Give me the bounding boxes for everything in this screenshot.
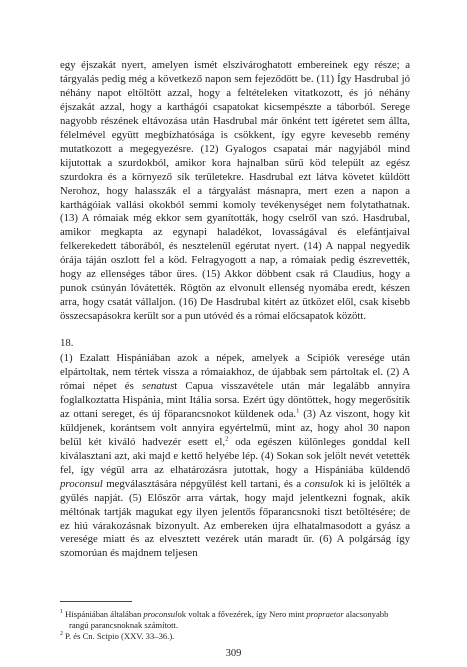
section-number: 18. (60, 337, 74, 350)
paragraph-text: oda egészen különleges gonddal kell kiválasztani azt, aki majd e kettő helyébe lép. (4) Sokan sok jelölt nevét vetették fel, így végül arra az elhatározásra jutottak, hogy a Hispániába küldendő (60, 435, 410, 476)
italic-term: senatus (141, 379, 175, 392)
footnote-text: Hispániában általában (63, 609, 144, 619)
footnote (60, 631, 410, 642)
footnote-text: ok voltak a fővezérek, így Nero mint (177, 609, 307, 619)
paragraph-text: (3) Az viszont, hogy kit küldjenek, korántsem volt annyira egyértelmű, mint az, hogy ahol 30 napon belül két kiváló hadvezér esett el, (60, 407, 410, 448)
footnote-divider (60, 601, 132, 602)
footnote-ref[interactable]: 2 (225, 435, 229, 443)
paragraph-section-18 (60, 352, 410, 561)
italic-term: consul (304, 477, 333, 490)
page-number: 309 (225, 648, 242, 659)
footnote-number: 2 (60, 631, 63, 638)
paragraph-continuation (60, 59, 410, 324)
italic-term: propraetor (306, 609, 344, 619)
main-text (60, 59, 410, 561)
footnote-text: alacsonyabb rangú parancsnoknak számított. (69, 609, 389, 631)
footnote (60, 609, 410, 631)
paragraph-text: egy éjszakát nyert, amelyen ismét elszivároghatott embereinek egy része; a tárgyalás pedig még a következő napon sem fejeződött be. (11) Így Hasdrubal jó néhány napot eltöltött azzal, hogy a feltételeken vitatkozott, és jó néhány éjszakát azzal, hogy a karthágói csapatokat kicsempészte a táborból. Serege nagyobb részének eltávozása után Hasdrubal már önként tett ígéretet sem állta, félelmével együtt megbízhatósága is csökkent, így egyre kevesebb remény mutatkozott a megegyezésre. (12) Gyalogos csapatai már nagyjából mind kijutottak a szurdokból, amikor kora hajnalban sűrű köd települt az egész szurdokra és a környező sík területekre. Hasdrubal ezt látva követet küldött Nerohoz, hogy halasszák el a tárgyalást másnapra, mert ezen a napon a karthágóiak vallási okokból semmi komoly tevékenységet nem folytathatnak. (13) A rómaiak még ekkor sem gyanították, hogy csel (60, 59, 410, 225)
footnote-text: P. és Cn. Scipio (XXV. 33–36.). (63, 631, 175, 642)
paragraph-text: (1) Ezalatt Hispániában azok a népek, amelyek a Scipiók veresége után elpártoltak, nem tértek vissza a rómaiakhoz, de újabbak sem pártoltak el. (2) A római népet és (60, 352, 410, 392)
footnotes (60, 609, 410, 642)
footnote-ref[interactable]: 1 (296, 407, 300, 415)
paragraph-text: ok ki is jelölték a gyűlés napját. (5) Először arra vártak, hogy majd jelentkezni fognak, akik méltónak tartják magukat egy ilyen jelentős főparancsnoki tiszt betöltésére; de ez hiú várakozásnak bizonyult. Az embereken újra elhatalmasodott a gyász a veresége miatt és az elvesztett vezérek után maradt űr. (6) A polgárság így szomorúan és majdnem teljesen (60, 477, 410, 560)
paragraph-text: t Capua visszavétele után már legalább annyira foglalkoztatta Hispánia, mint Itália sorsa. Ezért úgy döntöttek, hogy megerősítik az ottani sereget, és új főparancsnokot küldenek oda. (60, 379, 410, 420)
italic-term: proconsul (60, 477, 103, 490)
footnote-number: 1 (60, 609, 63, 616)
italic-term: proconsul (143, 609, 178, 619)
paragraph-text: ről van szó. Hasdrubal, amikor megkapta az egynapi haladékot, lovasságával és elefántjaival felkerekedett táborából, és nesztelenül egérutat nyert. (14) A nappal negyedik órája táján oszlott fel a köd. Felragyogott a nap, a rómaiak pedig észrevették, hogy az ellenséges tábor üres. (15) Akkor döbbent csak rá Claudius, hogy a punok csúnyán lóvátették. Rögtön az elvonult ellenség nyomába eredt, készen arra, hogy csatát vállaljon. (16) De Hasdrubal kitért az ütközet elől, csak kisebb összecsapásokra került sor a pun utóvéd és a római előcsapatok között. (60, 212, 410, 323)
paragraph-text: megválasztására népgyűlést kell tartani, és a (102, 477, 305, 490)
